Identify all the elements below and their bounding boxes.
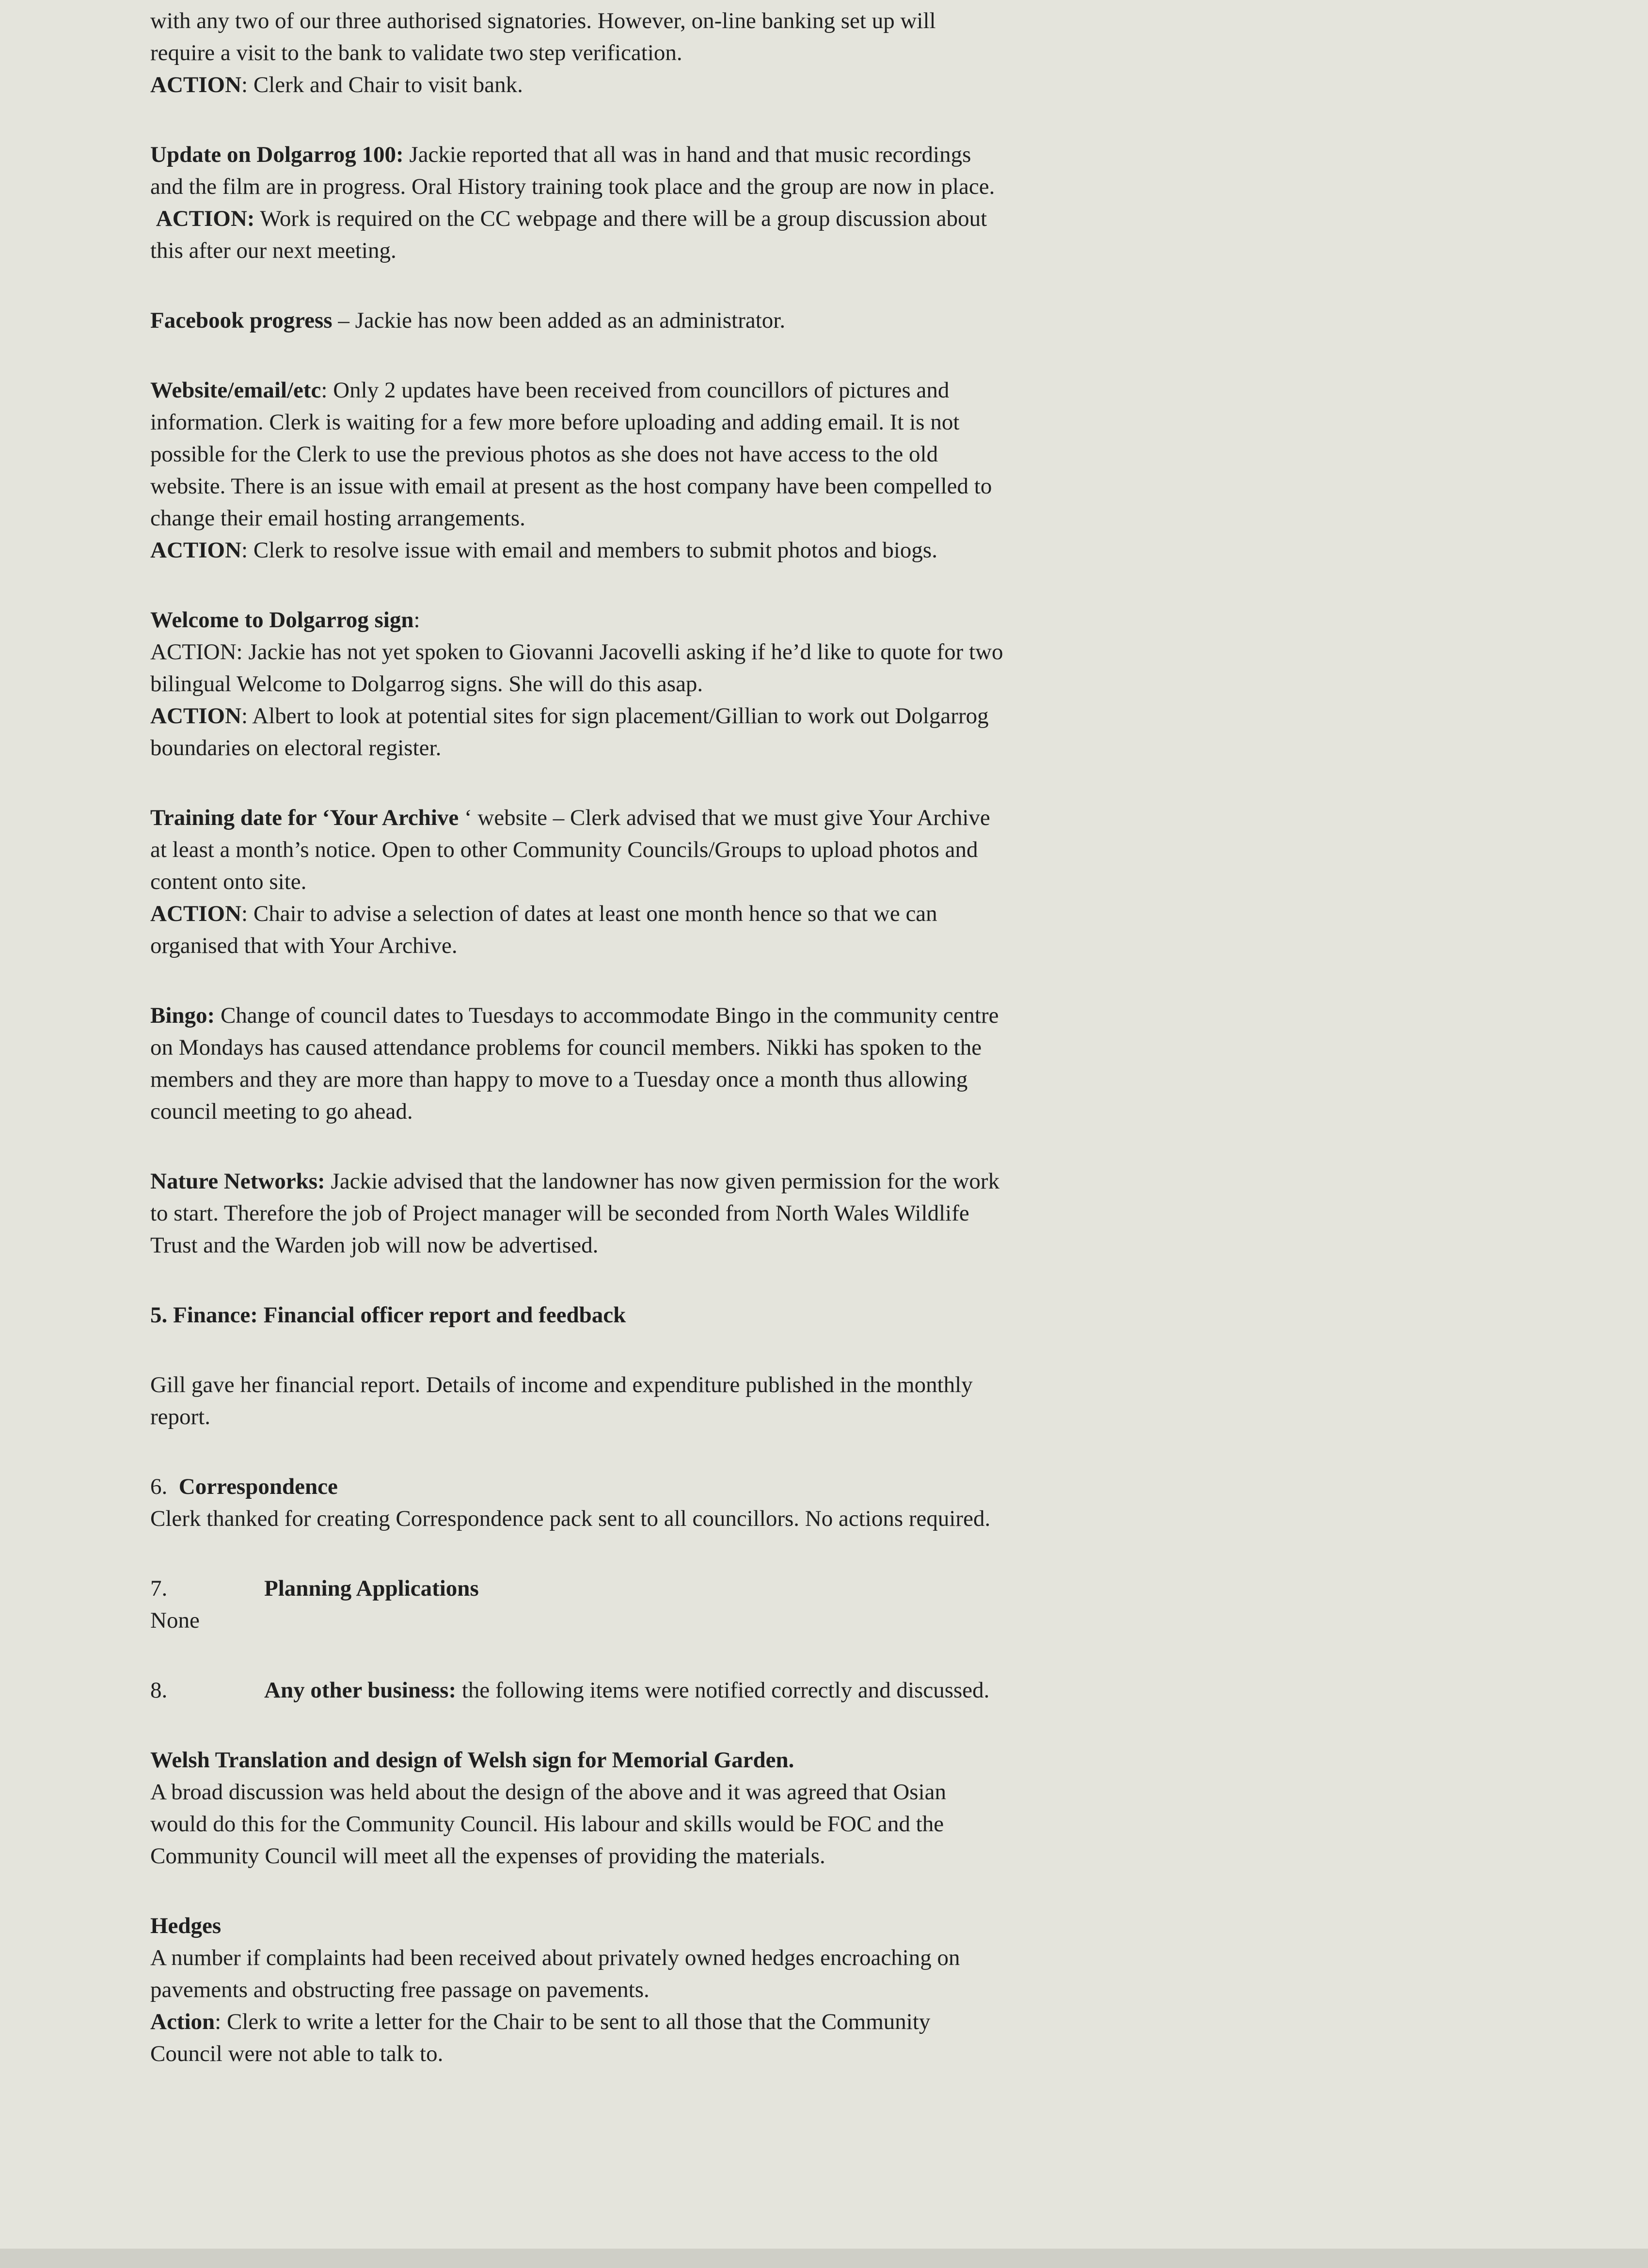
minutes-body [150, 5, 1144, 2070]
action-label: ACTION [150, 901, 242, 926]
dolgarrog-100-section [150, 139, 1144, 267]
text-line: content onto site. [150, 869, 307, 894]
action-line [150, 69, 1144, 101]
nature-networks-section [150, 1165, 1144, 1261]
text-line: pavements and obstructing free passage on pavements. [150, 1977, 650, 2002]
text-line: require a visit to the bank to validate two step verification. [150, 40, 682, 65]
action-line: ACTION: Albert to look at potential sites for sign placement/Gillian to work out Dolgarrog [150, 703, 989, 729]
text-line: and the film are in progress. Oral History training took place and the group are now in place. [150, 174, 995, 199]
text-line: Update on Dolgarrog 100: Jackie reported that all was in hand and that music recordings [150, 142, 971, 167]
section-heading: Bingo: [150, 1003, 215, 1028]
text-line: organised that with Your Archive. [150, 933, 458, 958]
text-line: Welcome to Dolgarrog sign: [150, 607, 420, 633]
section-heading: Hedges [150, 1913, 222, 1938]
action-label: ACTION: [156, 206, 255, 231]
action-text: : Clerk and Chair to visit bank. [241, 72, 523, 97]
section-number: 8. [150, 1678, 168, 1703]
text-line: at least a month’s notice. Open to other Community Councils/Groups to upload photos and [150, 837, 978, 862]
text-line: with any two of our three authorised signatories. However, on-line banking set up will [150, 8, 936, 33]
section-heading: Welcome to Dolgarrog sign [150, 607, 414, 633]
text-line: Community Council will meet all the expenses of providing the materials. [150, 1843, 825, 1869]
text-line: website. There is an issue with email at present as the host company have been compelled to [150, 474, 992, 499]
action-line: Action: Clerk to write a letter for the Chair to be sent to all those that the Community [150, 2009, 931, 2034]
planning-section [150, 1572, 1144, 1636]
text-line: on Mondays has caused attendance problems for council members. Nikki has spoken to the [150, 1035, 982, 1060]
text-line: Facebook progress – Jackie has now been added as an administrator. [150, 308, 786, 333]
section-heading: 8. Any other business: the following items were notified correctly and discussed. [150, 1674, 1144, 1706]
text-line: Website/email/etc: Only 2 updates have been received from councillors of pictures and [150, 378, 950, 403]
text-line: Bingo: Change of council dates to Tuesdays to accommodate Bingo in the community centre [150, 1003, 999, 1028]
text-line: Council were not able to talk to. [150, 2041, 444, 2066]
action-label: ACTION [150, 72, 242, 97]
section-heading: 7. Planning Applications [150, 1572, 1144, 1604]
text-line: Gill gave her financial report. Details of income and expenditure published in the monthly [150, 1372, 973, 1397]
bingo-section [150, 999, 1144, 1127]
text-line: ACTION: Jackie has not yet spoken to Giovanni Jacovelli asking if he’d like to quote for two [150, 639, 1003, 665]
action-line: ACTION: Work is required on the CC webpage and there will be a group discussion about [156, 206, 987, 231]
text-line: A number if complaints had been received about privately owned hedges encroaching on [150, 1945, 960, 1970]
finance-section [150, 1299, 1144, 1433]
action-line: ACTION: Chair to advise a selection of dates at least one month hence so that we can [150, 901, 937, 926]
section-heading: Website/email/etc [150, 378, 321, 403]
aob-section [150, 1674, 1144, 1706]
action-label: ACTION [150, 703, 242, 729]
text-line: None [150, 1608, 200, 1633]
section-heading: Update on Dolgarrog 100: [150, 142, 404, 167]
text-line: Clerk thanked for creating Correspondence pack sent to all councillors. No actions required. [150, 1506, 991, 1531]
text-line: change their email hosting arrangements. [150, 506, 525, 531]
text-line: to start. Therefore the job of Project manager will be seconded from North Wales Wildlife [150, 1201, 969, 1226]
text-line: would do this for the Community Council. His labour and skills would be FOC and the [150, 1811, 944, 1837]
text-line: bilingual Welcome to Dolgarrog signs. She will do this asap. [150, 671, 703, 697]
text-line: council meeting to go ahead. [150, 1099, 413, 1124]
welcome-sign-section [150, 604, 1144, 764]
text-line: Trust and the Warden job will now be advertised. [150, 1233, 599, 1258]
text-line: members and they are more than happy to move to a Tuesday once a month thus allowing [150, 1067, 968, 1092]
action-label: Action [150, 2009, 215, 2034]
section-heading: Facebook progress [150, 308, 333, 333]
text-line: Training date for ‘Your Archive ‘ website – Clerk advised that we must give Your Archive [150, 805, 990, 830]
text-line: report. [150, 1404, 210, 1429]
training-section [150, 802, 1144, 962]
action-label: ACTION [150, 538, 242, 563]
correspondence-section [150, 1471, 1144, 1535]
section-heading: 6. Correspondence [150, 1474, 338, 1499]
action-line: ACTION: Clerk to resolve issue with email and members to submit photos and biogs. [150, 538, 937, 563]
welsh-sign-section [150, 1744, 1144, 1872]
text-line: boundaries on electoral register. [150, 735, 442, 761]
text-line: information. Clerk is waiting for a few more before uploading and adding email. It is not [150, 410, 960, 435]
section-heading: Nature Networks: [150, 1169, 325, 1194]
text-line: A broad discussion was held about the design of the above and it was agreed that Osian [150, 1779, 946, 1805]
scan-edge [0, 2249, 1648, 2268]
text-line: Nature Networks: Jackie advised that the landowner has now given permission for the work [150, 1169, 1000, 1194]
section-heading: Welsh Translation and design of Welsh sign for Memorial Garden. [150, 1747, 794, 1773]
website-section [150, 374, 1144, 566]
section-heading: 5. Finance: Financial officer report and feedback [150, 1302, 626, 1328]
text-line: possible for the Clerk to use the previous photos as she does not have access to the old [150, 442, 938, 467]
text-line: this after our next meeting. [150, 238, 396, 263]
banking-section [150, 5, 1144, 101]
hedges-section [150, 1910, 1144, 2070]
section-number: 6. [150, 1474, 168, 1499]
facebook-section [150, 304, 1144, 336]
section-number: 7. [150, 1576, 168, 1601]
section-heading: Training date for ‘Your Archive [150, 805, 459, 830]
